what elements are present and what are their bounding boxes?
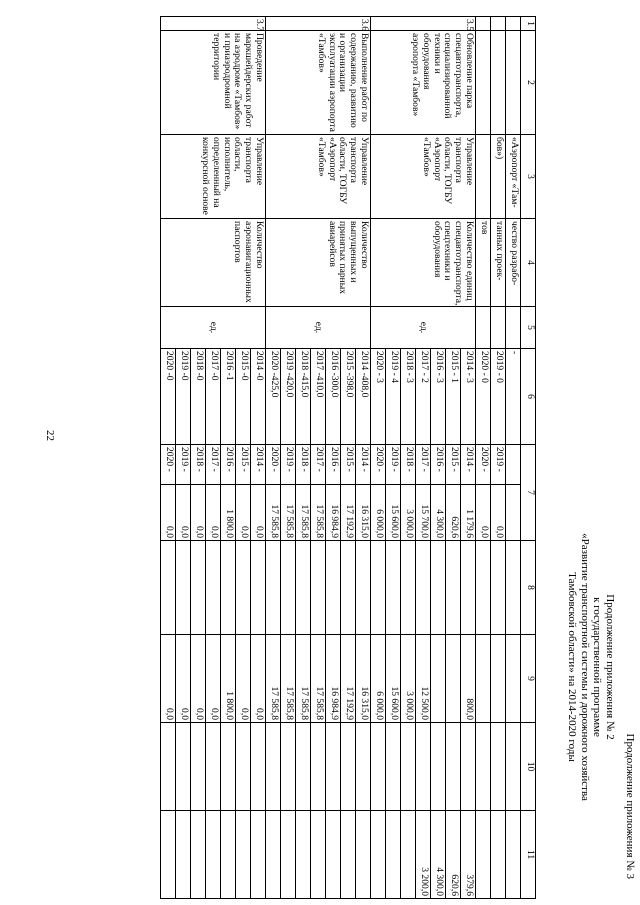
cell bbox=[236, 541, 251, 635]
federal-amount: 6 000,0 bbox=[371, 635, 386, 723]
total-amount: 620,6 bbox=[446, 485, 461, 541]
year-label: 2017 - bbox=[416, 445, 431, 485]
year-label: 2020 - bbox=[161, 445, 176, 485]
cell bbox=[446, 541, 461, 635]
cell bbox=[476, 135, 491, 219]
year-label: 2016 - bbox=[326, 445, 341, 485]
indicator-value: 2016 -1 bbox=[221, 349, 236, 445]
cell bbox=[251, 541, 266, 635]
indicator-value: 2018 - 3 bbox=[401, 349, 416, 445]
regional-amount bbox=[236, 811, 251, 899]
federal-amount: 0,0 bbox=[191, 635, 206, 723]
total-amount: 1 179,6 bbox=[461, 485, 476, 541]
cell bbox=[356, 541, 371, 635]
table-row bbox=[506, 17, 521, 899]
total-amount: 0,0 bbox=[206, 485, 221, 541]
year-label: 2014 - bbox=[356, 445, 371, 485]
indicator-value: 2017 -0 bbox=[206, 349, 221, 445]
item-executor: Управление транспорта области, исполнитель, определенный на конкурсной основе bbox=[161, 135, 266, 219]
cell bbox=[266, 541, 281, 635]
cell bbox=[236, 723, 251, 811]
federal-amount: 16 984,9 bbox=[326, 635, 341, 723]
cell bbox=[476, 541, 491, 635]
column-number-row bbox=[521, 17, 536, 899]
total-amount: 6 000,0 bbox=[371, 485, 386, 541]
regional-amount bbox=[221, 811, 236, 899]
cell bbox=[506, 723, 521, 811]
federal-amount: 17 585,8 bbox=[311, 635, 326, 723]
cell bbox=[326, 723, 341, 811]
cell bbox=[176, 541, 191, 635]
federal-amount: 16 315,0 bbox=[356, 635, 371, 723]
continuation-note: Продолжение приложения № 3 bbox=[624, 733, 636, 879]
cell bbox=[221, 723, 236, 811]
header-line-1: Продолжение приложения № 2 bbox=[604, 594, 616, 740]
cell bbox=[326, 541, 341, 635]
cell bbox=[476, 723, 491, 811]
federal-amount: 12 500,0 bbox=[416, 635, 431, 723]
federal-amount: 0,0 bbox=[206, 635, 221, 723]
item-number: 3.5 bbox=[371, 17, 476, 31]
cell bbox=[266, 723, 281, 811]
cell bbox=[176, 723, 191, 811]
cell: 2019 - 0 bbox=[491, 349, 506, 445]
year-label: 2016 - bbox=[221, 445, 236, 485]
indicator-value: 2019 - 4 bbox=[386, 349, 401, 445]
indicator-value: 2019 -420,0 bbox=[281, 349, 296, 445]
item-executor: Управление транспорта области, ТОГБУ «Аэропорт «Тамбов» bbox=[266, 135, 371, 219]
cell bbox=[386, 723, 401, 811]
cell bbox=[476, 17, 491, 31]
indicator-value: 2018 -415,0 bbox=[296, 349, 311, 445]
year-label: 2017 - bbox=[311, 445, 326, 485]
regional-amount bbox=[266, 811, 281, 899]
total-amount: 17 585,8 bbox=[311, 485, 326, 541]
cell bbox=[506, 17, 521, 31]
cell bbox=[491, 723, 506, 811]
cell bbox=[191, 541, 206, 635]
federal-amount: 0,0 bbox=[161, 635, 176, 723]
cell bbox=[296, 723, 311, 811]
cell bbox=[506, 307, 521, 349]
total-amount: 0,0 bbox=[191, 485, 206, 541]
regional-amount bbox=[251, 811, 266, 899]
indicator-value: 2016 - 3 bbox=[431, 349, 446, 445]
item-name: Обновление парка спецавтотранспорта, специализированной техники и оборудования аэропорта «Тамбов» bbox=[371, 31, 476, 135]
col-header: 9 bbox=[521, 635, 536, 723]
federal-amount: 0,0 bbox=[236, 635, 251, 723]
cell bbox=[476, 307, 491, 349]
regional-amount bbox=[341, 811, 356, 899]
cell bbox=[311, 723, 326, 811]
cell bbox=[401, 723, 416, 811]
cell bbox=[506, 31, 521, 135]
year-label: 2018 - bbox=[401, 445, 416, 485]
table-row bbox=[461, 17, 476, 899]
indicator-value: 2014 - 3 bbox=[461, 349, 476, 445]
indicator-value: 2014 -0 bbox=[251, 349, 266, 445]
regional-amount bbox=[176, 811, 191, 899]
year-label: 2016 - bbox=[431, 445, 446, 485]
cell bbox=[386, 541, 401, 635]
cell bbox=[311, 541, 326, 635]
item-unit: ед. bbox=[371, 307, 476, 349]
total-amount: 17 585,8 bbox=[296, 485, 311, 541]
cell bbox=[446, 723, 461, 811]
table-row bbox=[491, 17, 506, 899]
cell bbox=[371, 723, 386, 811]
cell bbox=[356, 723, 371, 811]
item-indicator: Количество аэронавигационных паспортов bbox=[161, 219, 266, 307]
page-number: 22 bbox=[44, 430, 56, 441]
federal-amount bbox=[446, 635, 461, 723]
indicator-value: 2015 -0 bbox=[236, 349, 251, 445]
total-amount: 0,0 bbox=[176, 485, 191, 541]
cell bbox=[461, 541, 476, 635]
item-unit: ед. bbox=[161, 307, 266, 349]
regional-amount: 620,6 bbox=[446, 811, 461, 899]
regional-amount bbox=[356, 811, 371, 899]
total-amount: 0,0 bbox=[236, 485, 251, 541]
cell bbox=[506, 811, 521, 899]
year-label: 2019 - bbox=[281, 445, 296, 485]
regional-amount: 3 200,0 bbox=[416, 811, 431, 899]
federal-amount: 17 585,8 bbox=[266, 635, 281, 723]
cell bbox=[491, 811, 506, 899]
cell bbox=[281, 541, 296, 635]
item-indicator: Количество единиц спецавтотранспорта, спецтехники и оборудования bbox=[371, 219, 476, 307]
regional-amount bbox=[371, 811, 386, 899]
cell: тов bbox=[476, 219, 491, 307]
cell: 2020 - 0 bbox=[476, 349, 491, 445]
federal-amount: 17 585,8 bbox=[296, 635, 311, 723]
program-table bbox=[160, 16, 536, 899]
cell: 2020 - bbox=[476, 445, 491, 485]
table-row bbox=[251, 17, 266, 899]
cell: 0,0 bbox=[476, 485, 491, 541]
cell bbox=[506, 445, 521, 485]
cell bbox=[491, 17, 506, 31]
item-name: Выполнение работ по содержанию, развитию и организации эксплуатации аэропорта «Тамбов» bbox=[266, 31, 371, 135]
cell bbox=[506, 541, 521, 635]
total-amount: 17 192,9 bbox=[341, 485, 356, 541]
col-header: 1 bbox=[521, 17, 536, 31]
federal-amount: 15 600,0 bbox=[386, 635, 401, 723]
cell bbox=[476, 811, 491, 899]
cell: чество разрабо- bbox=[506, 219, 521, 307]
cell: бов») bbox=[491, 135, 506, 219]
total-amount: 1 800,0 bbox=[221, 485, 236, 541]
header-line-4: Тамбовской области» на 2014-2020 годы bbox=[566, 572, 579, 762]
indicator-value: 2020 -0 bbox=[161, 349, 176, 445]
cell bbox=[161, 723, 176, 811]
cell: танных проек- bbox=[491, 219, 506, 307]
regional-amount bbox=[191, 811, 206, 899]
cell bbox=[341, 723, 356, 811]
program-header bbox=[566, 447, 616, 887]
cell bbox=[191, 723, 206, 811]
col-header: 8 bbox=[521, 541, 536, 635]
federal-amount: 17 585,8 bbox=[281, 635, 296, 723]
cell bbox=[416, 723, 431, 811]
cell bbox=[206, 541, 221, 635]
federal-amount: 0,0 bbox=[251, 635, 266, 723]
cell bbox=[506, 635, 521, 723]
header-line-2: к государственной программе bbox=[591, 597, 604, 737]
table-body bbox=[161, 17, 521, 899]
indicator-value: 2016 -300,0 bbox=[326, 349, 341, 445]
total-amount: 17 585,8 bbox=[266, 485, 281, 541]
federal-amount: 3 000,0 bbox=[401, 635, 416, 723]
total-amount: 0,0 bbox=[161, 485, 176, 541]
item-executor: Управление транспорта области, ТОГБУ «Аэропорт «Тамбов» bbox=[371, 135, 476, 219]
col-header: 11 bbox=[521, 811, 536, 899]
cell: 0,0 bbox=[491, 485, 506, 541]
col-header: 3 bbox=[521, 135, 536, 219]
item-number: 3.7 bbox=[161, 17, 266, 31]
total-amount: 15 700,0 bbox=[416, 485, 431, 541]
indicator-value: 2015 - 1 bbox=[446, 349, 461, 445]
federal-amount bbox=[431, 635, 446, 723]
cell bbox=[491, 307, 506, 349]
cell bbox=[251, 723, 266, 811]
indicator-value: 2020 - 3 bbox=[371, 349, 386, 445]
federal-amount: 1 800,0 bbox=[221, 635, 236, 723]
regional-amount bbox=[206, 811, 221, 899]
cell bbox=[431, 723, 446, 811]
cell: «Аэропорт «Там- bbox=[506, 135, 521, 219]
cell bbox=[461, 723, 476, 811]
total-amount: 0,0 bbox=[251, 485, 266, 541]
cell bbox=[416, 541, 431, 635]
year-label: 2014 - bbox=[461, 445, 476, 485]
indicator-value: 2017 - 2 bbox=[416, 349, 431, 445]
regional-amount bbox=[311, 811, 326, 899]
year-label: 2015 - bbox=[341, 445, 356, 485]
cell bbox=[296, 541, 311, 635]
item-name: Проведение маркшейдерских работ на аэродроме «Тамбов» и приаэродромной территории bbox=[161, 31, 266, 135]
item-number: 3.6 bbox=[266, 17, 371, 31]
regional-amount bbox=[281, 811, 296, 899]
cell: 2019 - bbox=[491, 445, 506, 485]
cell bbox=[281, 723, 296, 811]
indicator-value: 2017 -410,0 bbox=[311, 349, 326, 445]
year-label: 2015 - bbox=[236, 445, 251, 485]
cell bbox=[206, 723, 221, 811]
regional-amount bbox=[326, 811, 341, 899]
regional-amount bbox=[296, 811, 311, 899]
cell bbox=[491, 541, 506, 635]
cell bbox=[401, 541, 416, 635]
item-unit: ед. bbox=[266, 307, 371, 349]
cell bbox=[161, 541, 176, 635]
total-amount: 16 984,9 bbox=[326, 485, 341, 541]
regional-amount: 4 300,0 bbox=[431, 811, 446, 899]
regional-amount bbox=[401, 811, 416, 899]
col-header: 7 bbox=[521, 445, 536, 541]
cell bbox=[371, 541, 386, 635]
table-row bbox=[356, 17, 371, 899]
year-label: 2018 - bbox=[296, 445, 311, 485]
federal-amount: 17 192,9 bbox=[341, 635, 356, 723]
cell bbox=[491, 635, 506, 723]
header-line-3: «Развитие транспортной системы и дорожного хозяйства bbox=[579, 533, 591, 801]
total-amount: 17 585,8 bbox=[281, 485, 296, 541]
total-amount: 16 315,0 bbox=[356, 485, 371, 541]
cell bbox=[506, 485, 521, 541]
federal-amount: 0,0 bbox=[176, 635, 191, 723]
col-header: 10 bbox=[521, 723, 536, 811]
year-label: 2014 - bbox=[251, 445, 266, 485]
indicator-value: 2019 -0 bbox=[176, 349, 191, 445]
year-label: 2018 - bbox=[191, 445, 206, 485]
federal-amount: 800,0 bbox=[461, 635, 476, 723]
indicator-value: 2020 -425,0 bbox=[266, 349, 281, 445]
regional-amount bbox=[386, 811, 401, 899]
cell bbox=[221, 541, 236, 635]
year-label: 2020 - bbox=[266, 445, 281, 485]
item-indicator: Количество выпущенных и принятых парных авиарейсов bbox=[266, 219, 371, 307]
year-label: 2020 - bbox=[371, 445, 386, 485]
total-amount: 3 000,0 bbox=[401, 485, 416, 541]
col-header: 4 bbox=[521, 219, 536, 307]
regional-amount: 379,6 bbox=[461, 811, 476, 899]
col-header: 2 bbox=[521, 31, 536, 135]
cell bbox=[431, 541, 446, 635]
total-amount: 15 600,0 bbox=[386, 485, 401, 541]
year-label: 2015 - bbox=[446, 445, 461, 485]
indicator-value: 2014 -408,0 bbox=[356, 349, 371, 445]
indicator-value: 2015 -398,0 bbox=[341, 349, 356, 445]
cell bbox=[476, 31, 491, 135]
cell bbox=[341, 541, 356, 635]
col-header: 6 bbox=[521, 349, 536, 445]
year-label: 2019 - bbox=[386, 445, 401, 485]
regional-amount bbox=[161, 811, 176, 899]
table-row bbox=[476, 17, 491, 899]
total-amount: 4 300,0 bbox=[431, 485, 446, 541]
year-label: 2019 - bbox=[176, 445, 191, 485]
cell: - bbox=[506, 349, 521, 445]
indicator-value: 2018 -0 bbox=[191, 349, 206, 445]
cell bbox=[476, 635, 491, 723]
year-label: 2017 - bbox=[206, 445, 221, 485]
cell bbox=[491, 31, 506, 135]
col-header: 5 bbox=[521, 307, 536, 349]
